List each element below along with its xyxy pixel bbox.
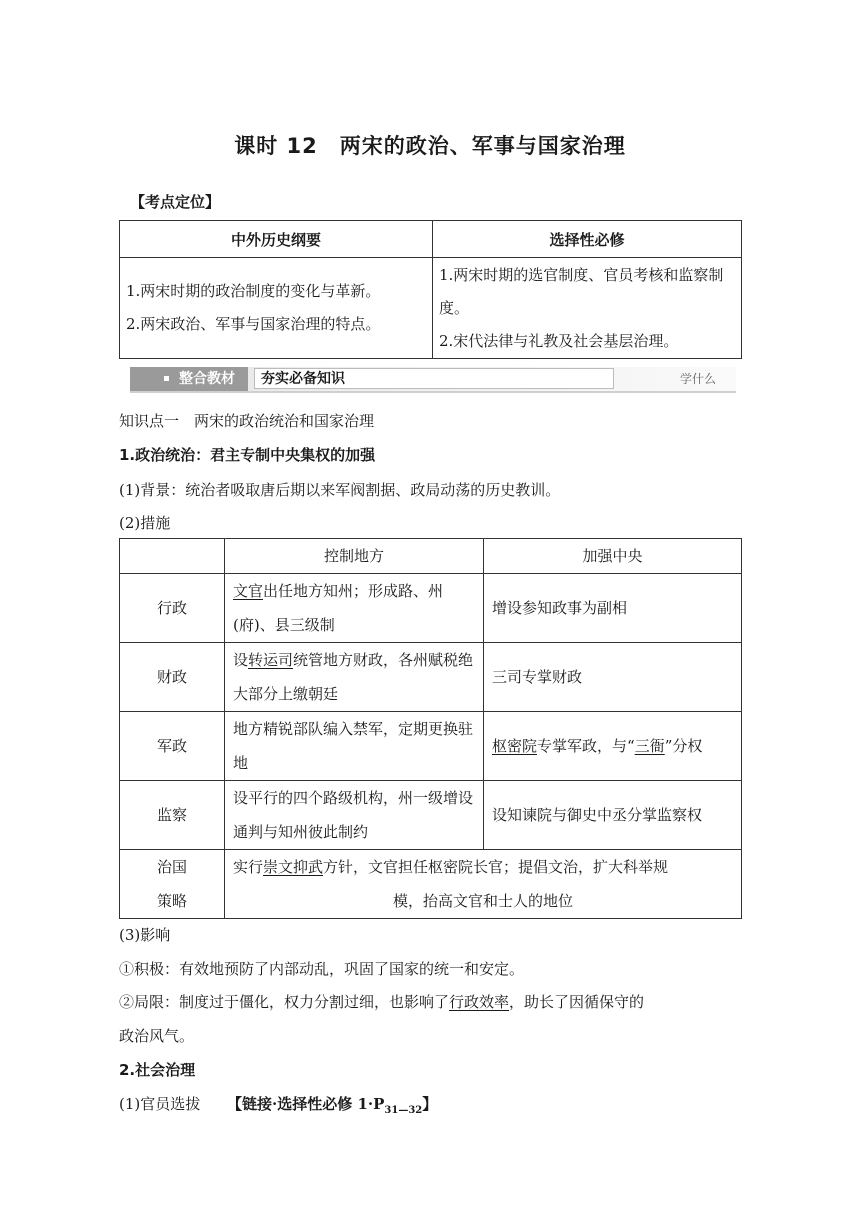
position-left-line: 2.两宋政治、军事与国家治理的特点。 (126, 315, 381, 333)
underlined-term: 三衙 (634, 737, 665, 755)
local-cell: 地方精锐部队编入禁军，定期更换驻地 (225, 712, 484, 781)
central-cell (484, 712, 742, 781)
link-page-range: 31—32 (384, 1105, 423, 1116)
row-label-line: 策略 (156, 892, 187, 910)
measures-table (119, 538, 742, 919)
background-text: (1)背景：统治者吸取唐后期以来军阀割据、政局动荡的历史教训。 (119, 481, 561, 499)
position-header-left: 中外历史纲要 (120, 221, 433, 258)
strategy-line: 模，抬高文官和士人的地位 (392, 892, 573, 910)
local-cell: 设平行的四个路级机构，州一级增设通判与知州彼此制约 (225, 781, 484, 850)
row-label-line: 治国 (156, 858, 187, 876)
position-right-line: 2.宋代法律与礼教及社会基层治理。 (439, 331, 679, 350)
central-text: 专掌军政，与“ (537, 737, 635, 755)
section-banner (130, 367, 736, 393)
impact-limit-text: ②局限：制度过于僵化，权力分割过细，也影响了 (119, 993, 450, 1011)
bullet-icon (164, 376, 169, 381)
central-cell: 增设参知政事为副相 (484, 574, 742, 643)
central-text: ”分权 (664, 737, 703, 755)
section-heading: 知识点一 两宋的政治统治和国家治理 (119, 412, 375, 430)
position-label: 【考点定位】 (130, 193, 221, 211)
banner-left (130, 367, 248, 391)
link-text: 【链接·选择性必修 1·P (227, 1095, 385, 1113)
underlined-term: 行政效率 (449, 993, 510, 1011)
selection-label: (1)官员选拔 (119, 1095, 201, 1113)
strategy-text: 方针，文官担任枢密院长官；提倡文治，扩大科举规 (323, 858, 669, 876)
row-label: 财政 (120, 643, 225, 712)
local-cell (225, 643, 484, 712)
measures-header-local: 控制地方 (225, 539, 484, 574)
strategy-cell (225, 850, 742, 919)
strategy-line (233, 850, 733, 884)
position-right-line: 1.两宋时期的选官制度、官员考核和监察制度。 (439, 265, 724, 317)
page-title: 课时 12 两宋的政治、军事与国家治理 (234, 134, 626, 158)
impact-limit (119, 991, 644, 1012)
impact-label: (3)影响 (119, 926, 171, 944)
sub-heading-1: 1.政治统治：君主专制中央集权的加强 (119, 446, 376, 464)
position-header-right: 选择性必修 (433, 221, 742, 258)
strategy-text: 实行 (233, 858, 264, 876)
central-cell: 设知谏院与御史中丞分掌监察权 (484, 781, 742, 850)
selection-line (119, 1093, 437, 1116)
impact-positive: ①积极：有效地预防了内部动乱，巩固了国家的统一和安定。 (119, 960, 525, 978)
banner-left-label: 整合教材 (179, 371, 235, 387)
measures-header-central: 加强中央 (484, 539, 742, 574)
impact-limit-line2: 政治风气。 (119, 1027, 195, 1045)
row-label: 行政 (120, 574, 225, 643)
sub-heading-2: 2.社会治理 (119, 1061, 196, 1079)
link-reference (227, 1095, 438, 1116)
local-text: 统管地方财政，各州赋税绝大部分上缴朝廷 (233, 651, 474, 703)
local-text: 出任地方知州；形成路、州(府)、县三级制 (233, 582, 444, 634)
link-text: 】 (422, 1095, 438, 1113)
position-table (119, 220, 742, 359)
position-cell-left (120, 258, 433, 359)
underlined-term: 枢密院 (492, 737, 538, 755)
row-label: 监察 (120, 781, 225, 850)
banner-right: 学什么 (679, 372, 716, 386)
underlined-term: 崇文抑武 (263, 858, 324, 876)
banner-middle: 夯实必备知识 (254, 368, 614, 389)
central-cell: 三司专掌财政 (484, 643, 742, 712)
row-label (120, 850, 225, 919)
local-text: 设 (233, 651, 249, 669)
impact-limit-text: ，助长了因循保守的 (509, 993, 645, 1011)
local-cell (225, 574, 484, 643)
row-label: 军政 (120, 712, 225, 781)
underlined-term: 文官 (233, 582, 264, 600)
position-cell-right (433, 258, 742, 359)
underlined-term: 转运司 (248, 651, 294, 669)
position-left-line: 1.两宋时期的政治制度的变化与革新。 (126, 282, 381, 300)
measures-header-empty (120, 539, 225, 574)
measures-label: (2)措施 (119, 514, 171, 532)
